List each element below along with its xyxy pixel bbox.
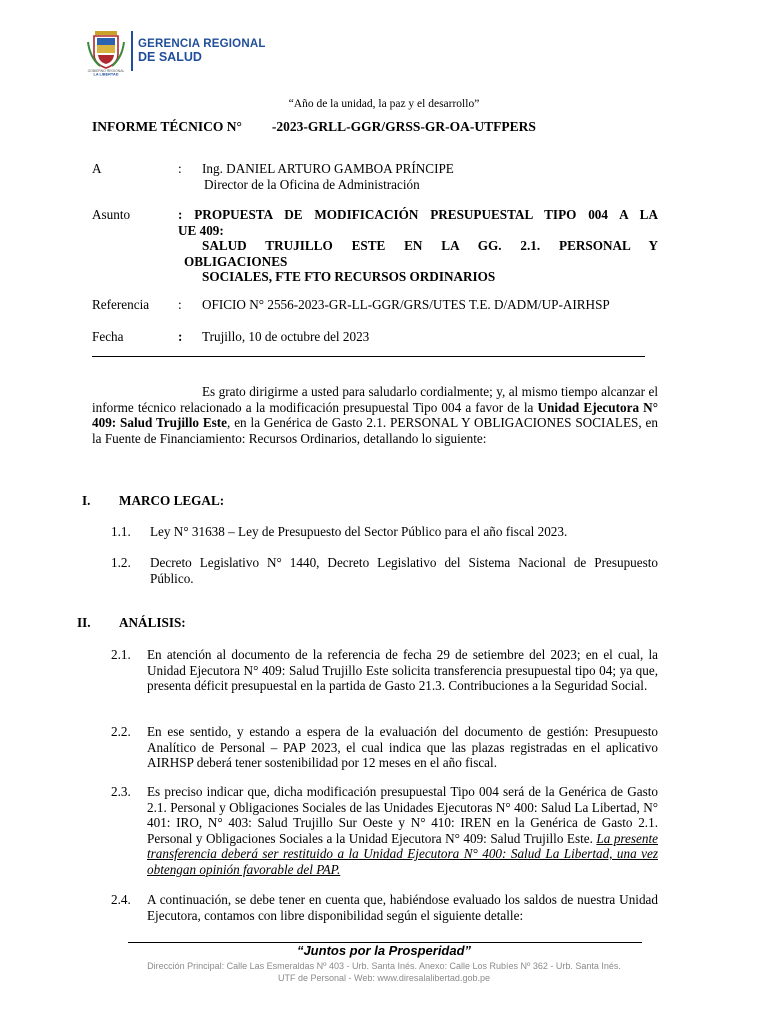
section-1-number: I. [82,493,91,508]
intro-bold: Unidad Ejecutora N° 409: Salud Trujillo Este [92,399,658,430]
header-divider [92,356,645,357]
item-2-4-number: 2.4. [111,892,131,907]
intro-part-1: Es grato dirigirme a usted para saludarlo cordialmente; y, al mismo tiempo alcanzar el informe técnico relacionado a la modificación presupuestal Tipo 004 a favor de la [92,384,658,415]
title-prefix: INFORME TÉCNICO N° [92,119,242,134]
item-2-2-text: En ese sentido, y estando a espera de la evaluación del documento de gestión: Presupuesto Analítico de Personal – PAP 2023, el cual indica que las plazas registradas en el aplicativo AIRHSP deberá tener sostenibilidad por 12 meses en el año fiscal. [147,724,658,770]
section-2-number: II. [77,615,91,630]
regional-seal-icon [86,28,126,76]
subject-line-1: PROPUESTA DE MODIFICACIÓN PRESUPUESTAL TIPO 004 A LA [194,207,659,222]
intro-paragraph [92,384,658,446]
subject-line-4: OBLIGACIONES [184,253,288,269]
date-value: Trujillo, 10 de octubre del 2023 [202,329,370,344]
seal-caption-1: GOBIERNO REGIONAL [87,69,125,73]
to-colon: : [178,161,182,176]
footer-slogan: “Juntos por la Prosperidad” [296,943,472,958]
to-name: Ing. DANIEL ARTURO GAMBOA PRÍNCIPE [202,161,454,176]
title-code: -2023-GRLL-GGR/GRSS-GR-OA-UTFPERS [271,119,536,134]
item-2-3-body: Es preciso indicar que, dicha modificación presupuestal Tipo 004 será de la Genérica de Gasto 2.1. Personal y Obligaciones Sociales de las Unidades Ejecutoras N° 400: Salud La Libertad, N° 401: IRO, N° 403: Salud Trujillo Sur Oeste y N° 410: IREN en la Genérica de Gasto 2.1. Personal y Obligaciones Sociales a la Unidad Ejecutora N° 409: Salud Trujillo Este. [147,784,658,846]
logo-line-2: DE SALUD [138,50,202,64]
subject-colon: : [178,207,183,222]
item-2-1-number: 2.1. [111,647,131,662]
seal-caption-2: LA LIBERTAD [93,72,119,76]
item-2-1-text: En atención al documento de la referencia de fecha 29 de setiembre del 2023; en el cual, la Unidad Ejecutora N° 409: Salud Trujillo Este solicita transferencia presupuestal tipo 04; ya que, presenta déficit presupuestal en la partida de Gasto 21.3. Contribuciones a la Seguridad Social. [147,647,658,693]
reference-value: OFICIO N° 2556-2023-GR-LL-GGR/GRS/UTES T.E. D/ADM/UP-AIRHSP [202,297,610,312]
item-2-4-text: A continuación, se debe tener en cuenta que, habiéndose evaluado los saldos de nuestra Unidad Ejecutora, contamos con libre disponibilidad según el siguiente detalle: [147,892,658,923]
subject-block [178,207,658,285]
report-title [92,119,536,135]
item-1-1-text: Ley N° 31638 – Ley de Presupuesto del Sector Público para el año fiscal 2023. [150,524,568,539]
reference-label: Referencia [92,297,150,312]
item-1-1-number: 1.1. [111,524,131,539]
logo-divider [131,31,133,71]
date-colon: : [178,329,183,344]
logo-line-1: GERENCIA REGIONAL [138,38,266,50]
footer-address-line-1: Dirección Principal: Calle Las Esmeraldas Nº 403 - Urb. Santa Inés. Anexo: Calle Los Rubíes Nº 362 - Urb. Santa Inés. [147,961,621,971]
footer-address-line-2: UTF de Personal - Web: www.diresalalibertad.gob.pe [278,973,490,983]
date-label: Fecha [92,329,124,344]
to-role: Director de la Oficina de Administración [204,177,420,192]
item-2-3-text [147,784,658,877]
subject-line-2: UE 409: [178,222,224,238]
subject-line-5: SOCIALES, FTE FTO RECURSOS ORDINARIOS [202,269,496,284]
logo-wordmark [138,38,266,64]
intro-part-2: , en la Genérica de Gasto 2.1. PERSONAL Y OBLIGACIONES SOCIALES, en la Fuente de Financiamiento: Recursos Ordinarios, detallando lo siguiente: [92,415,658,446]
item-2-3-number: 2.3. [111,784,131,799]
item-2-2-number: 2.2. [111,724,131,739]
subject-line-3: SALUD TRUJILLO ESTE EN LA GG. 2.1. PERSONAL Y [202,238,658,253]
section-1-title: MARCO LEGAL: [119,493,225,508]
year-motto: “Año de la unidad, la paz y el desarrollo” [288,98,480,110]
item-1-2-number: 1.2. [111,555,131,570]
footer-address [0,960,768,984]
item-2-3-emphasis: La presente transferencia deberá ser restituido a la Unidad Ejecutora N° 400: Salud La Libertad, una vez obtengan opinión favorable del PAP. [147,830,659,877]
item-1-2-text: Decreto Legislativo N° 1440, Decreto Legislativo del Sistema Nacional de Presupuesto Público. [150,555,658,586]
to-label: A [92,161,102,176]
reference-colon: : [178,297,182,312]
subject-label: Asunto [92,207,131,222]
section-2-title: ANÁLISIS: [119,615,186,630]
header-logo [86,28,276,76]
